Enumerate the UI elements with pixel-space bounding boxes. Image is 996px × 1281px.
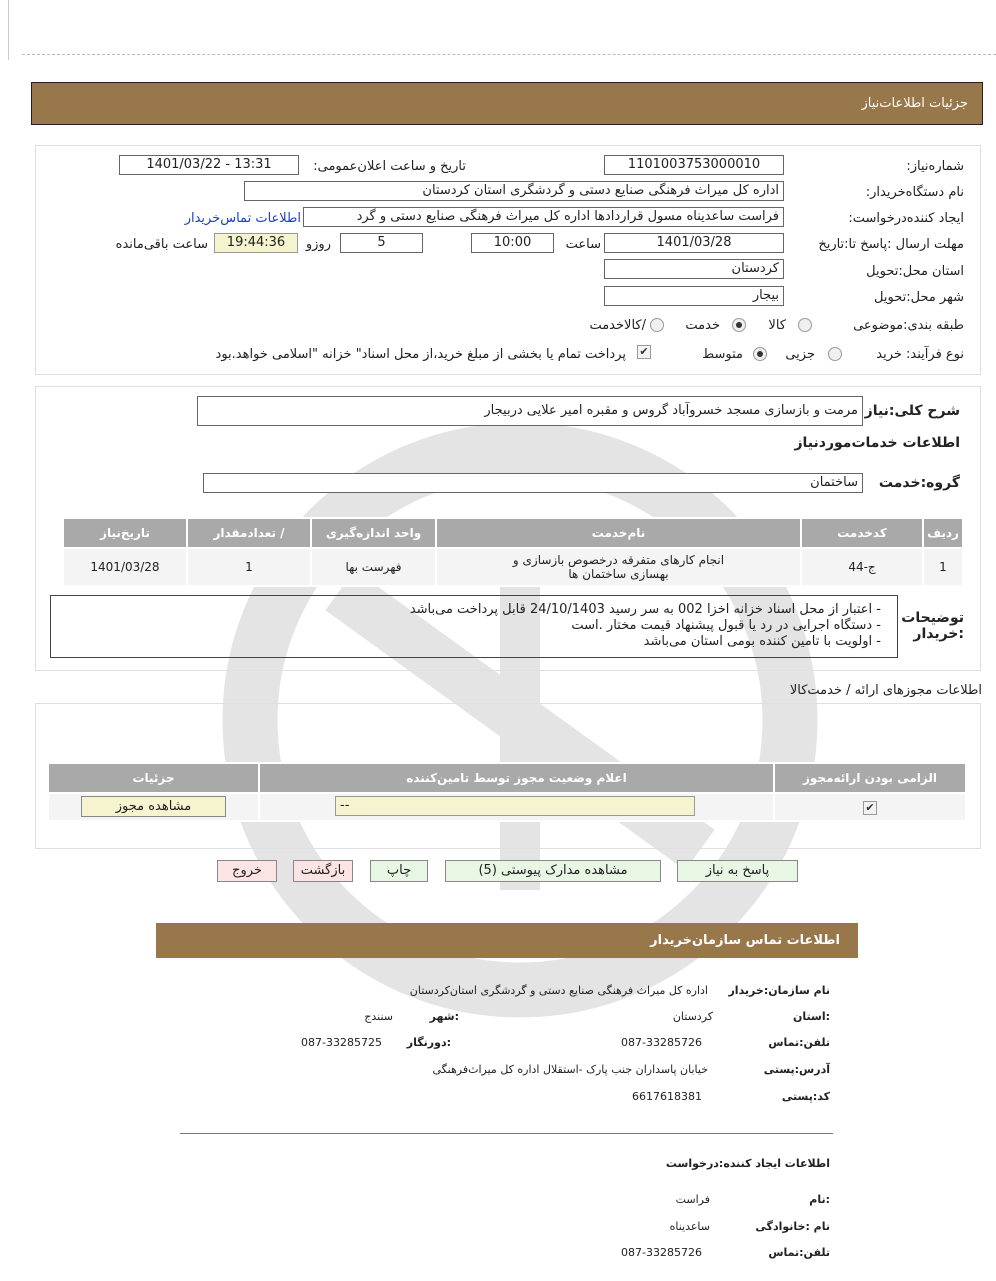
contact-divider [180,1133,833,1134]
days-label: روزو [305,237,331,252]
contact-fax-value: 087-33285725 [301,1036,382,1049]
cell-unit: فهرست بها [311,548,436,586]
attachments-button[interactable]: مشاهده مدارک پیوستی (5) [445,860,661,882]
contact-province-label: :استان [793,1010,830,1023]
contact-phone-label: تلفن:تماس [768,1036,830,1049]
buyer-note-line: - اولویت با تامین کننده بومی استان می‌باشد [643,634,881,649]
permit-details-header: جزئیات [48,763,259,793]
creator-field: فراست ساعدیناه مسول قراردادها اداره کل میراث فرهنگی صنایع دستی و گرد [303,207,784,227]
category-service-radio[interactable] [732,318,746,332]
contact-postal-value: 6617618381 [632,1090,702,1103]
buyer-contact-link[interactable]: اطلاعات تماس‌خریدار [184,211,301,226]
general-desc-field: مرمت و بازسازی مسجد خسروآباد گروس و مقبره امیر علایی دربیجار [197,396,863,426]
general-desc-label: شرح کلی:نیاز [864,403,960,419]
deadline-time-field: 10:00 [471,233,554,253]
col-qty-header: / تعدادمقدار [187,518,311,548]
creator-label: ایجاد کننده‌درخواست: [848,211,964,226]
page-edge-line [8,0,9,60]
contact-title: اطلاعات تماس سازمان‌خریدار [650,933,840,948]
permits-title: اطلاعات مجوزهای ارائه / خدمت‌کالا [789,683,982,698]
back-button[interactable]: بازگشت [293,860,353,882]
category-goods-service-label: /کالاخدمت [589,318,646,333]
deadline-time-label: ساعت [565,237,601,252]
deadline-date-field: 1401/03/28 [604,233,784,253]
buyer-org-field: اداره کل میراث فرهنگی صنایع دستی و گردشگری استان کردستان [244,181,784,201]
buyer-note-line: - دستگاه اجرایی در رد یا قبول پیشنهاد قیمت مختار .است [571,618,881,633]
col-code-header: کدخدمت [801,518,923,548]
days-field: 5 [340,233,423,253]
contact-header-bar [156,923,858,958]
reply-button[interactable]: پاسخ به نیاز [677,860,798,882]
permit-status-header: اعلام وضعیت مجوز توسط تامین‌کننده [259,763,774,793]
creator-family-label: نام :خانوادگی [755,1220,830,1233]
cell-qty: 1 [187,548,311,586]
creator-info-title: اطلاعات ایجاد کننده:درخواست [665,1157,830,1170]
category-service-label: خدمت [685,318,720,333]
process-label: نوع فرآیند: خرید [876,347,964,362]
col-row-header: ردیف [923,518,963,548]
city-field: بیجار [604,286,784,306]
buyer-note-line: - اعتبار از محل اسناد خزانه اخزا 002 به سر رسید 24/10/1403 قابل پرداخت می‌باشد [409,602,881,617]
cell-row: 1 [923,548,963,586]
col-unit-header: واحد اندازه‌گیری [311,518,436,548]
page-header-bar [31,82,983,125]
creator-phone-value: 087-33285726 [621,1246,702,1259]
group-field: ساختمان [203,473,863,493]
remaining-time-field: 19:44:36 [214,233,298,253]
contact-postal-label: کد:پستی [781,1090,830,1103]
col-date-header: تاریخ‌نیاز [63,518,187,548]
table-row [63,548,963,586]
buyer-org-label: نام دستگاه‌خریدار: [865,185,964,200]
announce-label: تاریخ و ساعت اعلان‌عمومی: [313,159,466,174]
need-info-panel [35,145,981,375]
contact-address-value: خیابان پاسداران جنب پارک -استقلال اداره کل میراث‌فرهنگی [432,1063,708,1076]
process-medium-radio[interactable] [753,347,767,361]
contact-city-label: :شهر [429,1010,459,1023]
services-title: اطلاعات خدمات‌موردنیاز [794,435,960,451]
cell-code: ج-44 [801,548,923,586]
permit-status-field: -- [335,796,695,816]
print-button[interactable]: چاپ [370,860,428,882]
group-label: گروه:خدمت [878,475,960,491]
contact-phone-value: 087-33285726 [621,1036,702,1049]
exit-button[interactable]: خروج [217,860,277,882]
city-label: شهر محل:تحویل [874,290,964,305]
category-goods-service-radio[interactable] [650,318,664,332]
contact-fax-label: :دورنگار [406,1036,451,1049]
process-medium-label: متوسط [702,347,743,362]
buyer-notes-box [50,595,898,658]
deadline-label: مهلت ارسال :پاسخ تا:تاریخ [818,237,964,252]
announce-field: 1401/03/22 - 13:31 [119,155,299,175]
top-divider [22,54,996,55]
contact-city-value: سنندج [364,1010,393,1023]
process-minor-label: جزیی [785,347,815,362]
contact-province-value: کردستان [672,1010,713,1023]
need-number-field: 1101003753000010 [604,155,784,175]
cell-name: انجام کارهای متفرقه درخصوص بازسازی و بهسازی ساختمان ها [436,548,801,586]
province-field: کردستان [604,259,784,279]
buyer-notes-label: توضیحات :خریدار [901,610,964,642]
permit-required-cell [774,793,966,821]
contact-org-value: اداره کل میراث فرهنگی صنایع دستی و گردشگری استان‌کردستان [409,984,708,997]
need-number-label: شماره‌نیاز: [906,159,964,174]
permit-required-header: الزامی بودن ارائه‌مجوز [774,763,966,793]
creator-name-value: فراست [675,1193,710,1206]
cell-date: 1401/03/28 [63,548,187,586]
creator-family-value: ساعدیناه [669,1220,710,1233]
permit-required-checkbox[interactable]: ✔ [863,801,877,815]
col-name-header: نام‌خدمت [436,518,801,548]
creator-phone-label: تلفن:تماس [768,1246,830,1259]
category-goods-radio[interactable] [798,318,812,332]
process-minor-radio[interactable] [828,347,842,361]
contact-org-label: نام سازمان:خریدار [728,984,830,997]
view-permit-button[interactable]: مشاهده مجوز [81,796,226,817]
payment-note: پرداخت تمام یا بخشی از مبلغ خرید،از محل اسناد" خزانه "اسلامی خواهد.بود [215,347,626,362]
creator-name-label: :نام [809,1193,830,1206]
province-label: استان محل:تحویل [866,264,964,279]
remaining-label: ساعت باقی‌مانده [115,237,208,252]
contact-address-label: آدرس:پستی [763,1063,830,1076]
category-label: طبقه بندی:موضوعی [853,318,964,333]
page-title: جزئیات اطلاعات‌نیاز [861,96,968,111]
category-goods-label: کالا [768,318,786,333]
payment-checkbox[interactable]: ✔ [637,345,651,359]
services-table [62,517,964,587]
